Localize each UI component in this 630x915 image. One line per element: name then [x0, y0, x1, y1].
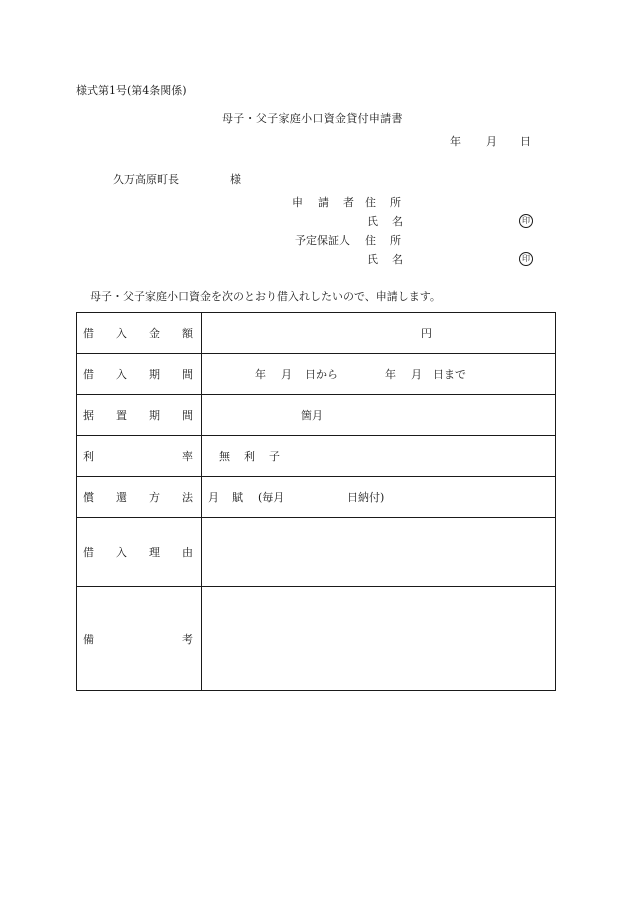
repayment-open: (毎月 — [258, 491, 285, 504]
row-label-reason: 借 入 理 由 — [83, 546, 193, 559]
applicant-label-char: 請 — [318, 196, 329, 209]
remarks-field[interactable] — [202, 587, 556, 691]
guarantor-label: 予定保証人 — [295, 234, 350, 247]
row-label-loan-amount: 借 入 金 額 — [83, 327, 193, 340]
loan-amount-field[interactable] — [202, 313, 556, 354]
table-row-repayment — [77, 477, 556, 518]
interest-field — [202, 436, 556, 477]
row-label-interest: 利 率 — [83, 450, 193, 463]
interest-text-char: 無 — [219, 450, 230, 463]
repayment-field[interactable] — [202, 477, 556, 518]
months-unit: 箇月 — [301, 409, 323, 422]
yen-unit: 円 — [421, 327, 432, 340]
interest-text-char: 利 — [244, 450, 255, 463]
deferment-field[interactable] — [202, 395, 556, 436]
period-start-day: 日から — [305, 368, 338, 381]
applicant-name-label-char: 氏 — [367, 215, 378, 228]
table-row-remarks — [77, 587, 556, 691]
guarantor-name-label-char: 名 — [392, 253, 403, 266]
table-row-deferment — [77, 395, 556, 436]
period-end-day: 日まで — [433, 368, 466, 381]
period-start-year: 年 — [255, 368, 266, 381]
applicant-label-char: 申 — [292, 196, 303, 209]
repayment-method-char: 賦 — [232, 491, 243, 504]
guarantor-name-label-char: 氏 — [367, 253, 378, 266]
guarantor-address-label-char: 住 — [365, 234, 376, 247]
date-month-label: 月 — [486, 135, 497, 148]
date-day-label: 日 — [520, 135, 531, 148]
applicant-address-label-char: 住 — [365, 196, 376, 209]
intro-text: 母子・父子家庭小口資金を次のとおり借入れしたいので、申請します。 — [90, 290, 441, 303]
repayment-method-char: 月 — [208, 491, 219, 504]
row-label-repayment: 償 還 方 法 — [83, 491, 193, 504]
loan-period-field[interactable] — [202, 354, 556, 395]
date-year-label: 年 — [450, 135, 461, 148]
reason-field[interactable] — [202, 518, 556, 587]
period-start-month: 月 — [281, 368, 292, 381]
application-table — [76, 312, 556, 691]
repayment-close: 日納付) — [347, 491, 385, 504]
interest-text-char: 子 — [269, 450, 280, 463]
row-label-remarks: 備 考 — [83, 632, 193, 646]
applicant-address-label-char: 所 — [390, 196, 401, 209]
guarantor-seal-mark: 印 — [519, 252, 533, 266]
recipient: 久万高原町長 — [113, 173, 179, 186]
guarantor-address-label-char: 所 — [390, 234, 401, 247]
table-row-interest — [77, 436, 556, 477]
applicant-name-label-char: 名 — [392, 215, 403, 228]
period-end-year: 年 — [385, 368, 396, 381]
period-end-month: 月 — [411, 368, 422, 381]
row-label-loan-period: 借 入 期 間 — [83, 368, 193, 381]
table-row-loan-amount — [77, 313, 556, 354]
table-row-loan-period — [77, 354, 556, 395]
applicant-label-char: 者 — [343, 196, 354, 209]
form-title: 母子・父子家庭小口資金貸付申請書 — [222, 112, 403, 125]
form-number: 様式第1号(第4条関係) — [76, 84, 187, 97]
recipient-honorific: 様 — [230, 173, 241, 186]
row-label-deferment: 据 置 期 間 — [83, 409, 193, 422]
applicant-seal-mark: 印 — [519, 214, 533, 228]
table-row-reason — [77, 518, 556, 587]
